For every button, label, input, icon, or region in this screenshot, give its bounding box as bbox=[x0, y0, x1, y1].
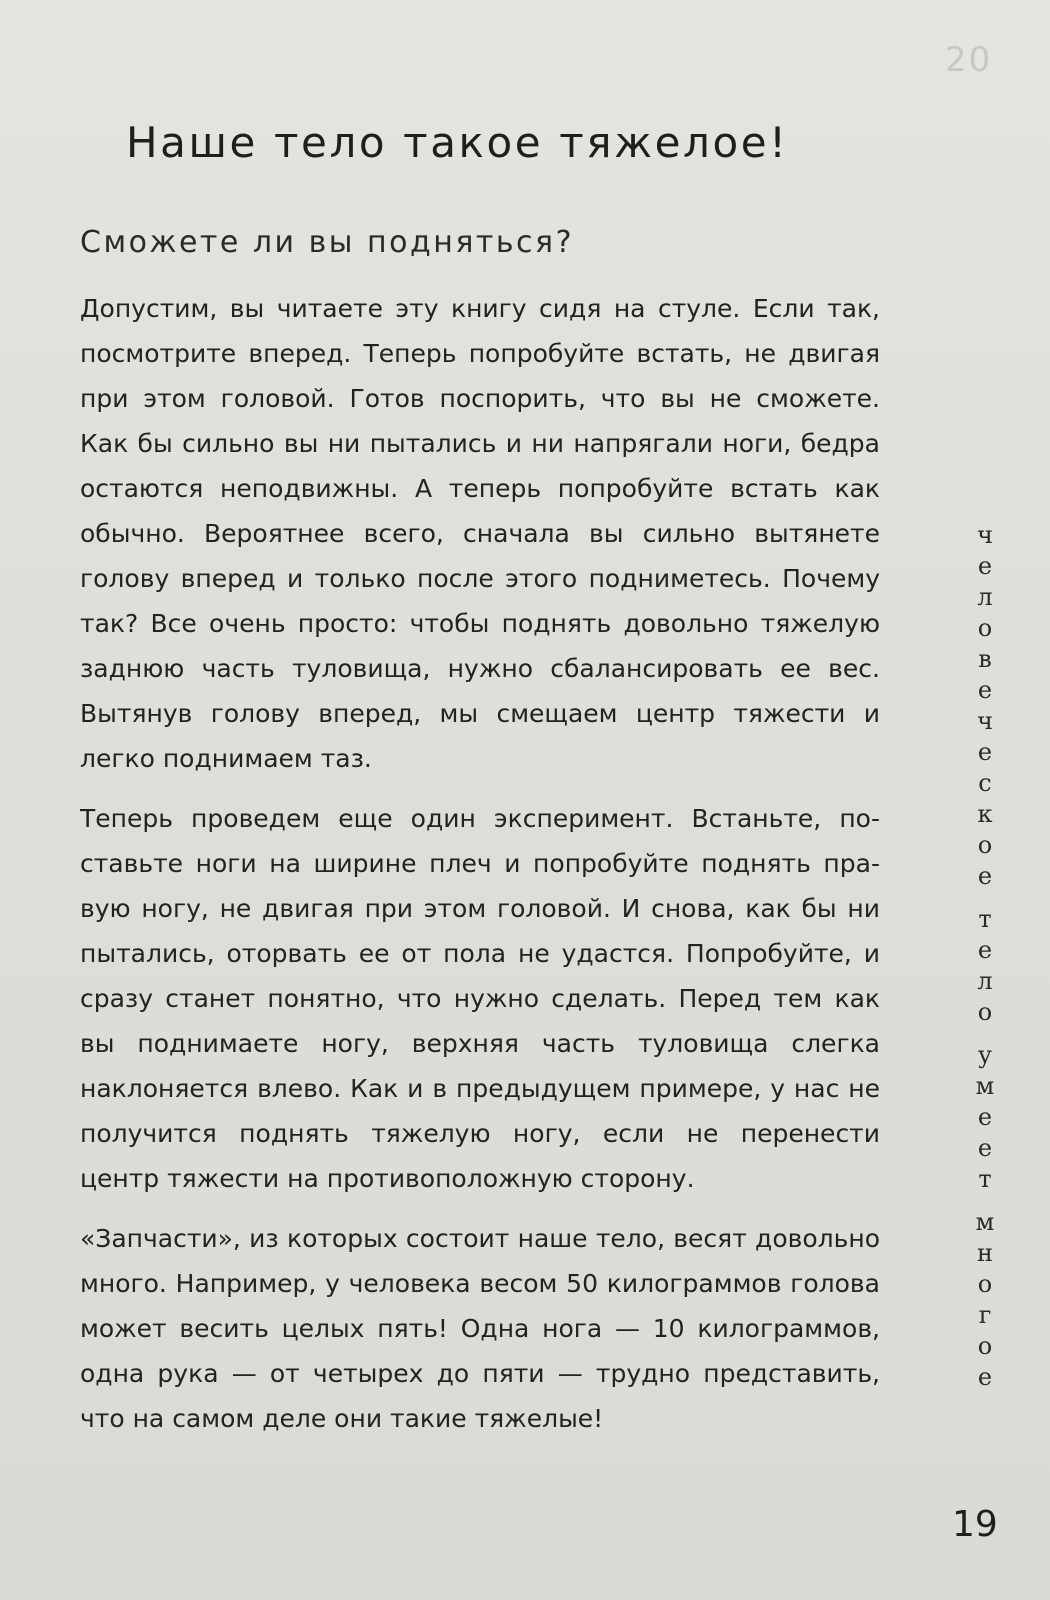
vertical-title-letter: о bbox=[977, 614, 993, 642]
vertical-running-title bbox=[970, 520, 1000, 1405]
vertical-title-letter: т bbox=[978, 905, 992, 933]
vertical-title-letter: о bbox=[977, 998, 993, 1026]
section-subtitle: Сможете ли вы подняться? bbox=[80, 225, 574, 260]
vertical-title-letter: л bbox=[977, 967, 993, 995]
vertical-title-word bbox=[977, 904, 992, 1028]
vertical-title-word bbox=[976, 1040, 995, 1195]
faded-page-number: 20 bbox=[945, 40, 993, 80]
vertical-title-letter: е bbox=[977, 676, 993, 704]
vertical-title-letter: н bbox=[976, 1239, 993, 1267]
vertical-title-letter: е bbox=[977, 862, 993, 890]
vertical-title-letter: г bbox=[978, 1301, 992, 1329]
vertical-title-letter: в bbox=[978, 645, 992, 673]
vertical-title-letter: с bbox=[978, 769, 992, 797]
paragraph-1: Допустим, вы читаете эту книгу сидя на стуле. Если так, посмотрите вперед. Теперь попробуйте встать, не двигая при этом головой. Готов поспорить, что вы не сможете. Как бы сильно вы ни пытались и ни напрягали ноги, бедра остаются неподвижны. А теперь попробуйте встать как обычно. Вероятнее всего, сначала вы сильно вытянете голову вперед и только после этого подниметесь. Почему так? Все очень просто: чтобы поднять довольно тяжелую заднюю часть туловища, нужно сбалансировать ее вес. Вытянув голову вперед, мы смещаем центр тяжести и легко поднимаем таз. bbox=[80, 294, 880, 773]
paragraph-3: «Запчасти», из которых состоит наше тело, весят довольно много. Например, у человека весом 50 килограммов голова может весить целых пять! Одна нога — 10 килограммов, одна рука — от четырех до пяти — трудно представить, что на самом деле они такие тяжелые! bbox=[80, 1224, 880, 1433]
page-number: 19 bbox=[952, 1504, 998, 1545]
body-text bbox=[80, 286, 880, 1456]
vertical-title-letter: о bbox=[977, 1332, 993, 1360]
vertical-title-word bbox=[976, 1207, 995, 1393]
page-title: Наше тело такое тяжелое! bbox=[126, 118, 789, 167]
vertical-title-letter: ч bbox=[977, 707, 993, 735]
vertical-title-letter: е bbox=[977, 1103, 993, 1131]
vertical-title-letter: е bbox=[977, 1363, 993, 1391]
paragraph-2: Теперь проведем еще один эксперимент. Встаньте, поставьте ноги на ширине плеч и попробуйте поднять правую ногу, не двигая при этом головой. И снова, как бы ни пытались, оторвать ее от пола не удастся. Попробуйте, и сразу станет понятно, что нужно сделать. Перед тем как вы поднимаете ногу, верхняя часть туловища слегка наклоняется влево. Как и в предыдущем примере, у нас не получится поднять тяжелую ногу, если не перенести центр тяжести на противоположную сторону. bbox=[80, 804, 880, 1193]
vertical-title-letter: м bbox=[975, 1208, 995, 1236]
vertical-title-letter: е bbox=[977, 936, 993, 964]
vertical-title-letter: о bbox=[977, 1270, 993, 1298]
vertical-title-word bbox=[977, 520, 993, 892]
vertical-title-letter: у bbox=[977, 1041, 993, 1069]
vertical-title-letter: к bbox=[977, 800, 993, 828]
vertical-title-letter: л bbox=[977, 583, 993, 611]
vertical-title-letter: ч bbox=[977, 521, 993, 549]
vertical-title-letter: е bbox=[977, 1134, 993, 1162]
vertical-title-letter: е bbox=[977, 552, 993, 580]
vertical-title-letter: о bbox=[977, 831, 993, 859]
vertical-title-letter: м bbox=[975, 1072, 995, 1100]
vertical-title-letter: т bbox=[978, 1165, 992, 1193]
vertical-title-letter: е bbox=[977, 738, 993, 766]
